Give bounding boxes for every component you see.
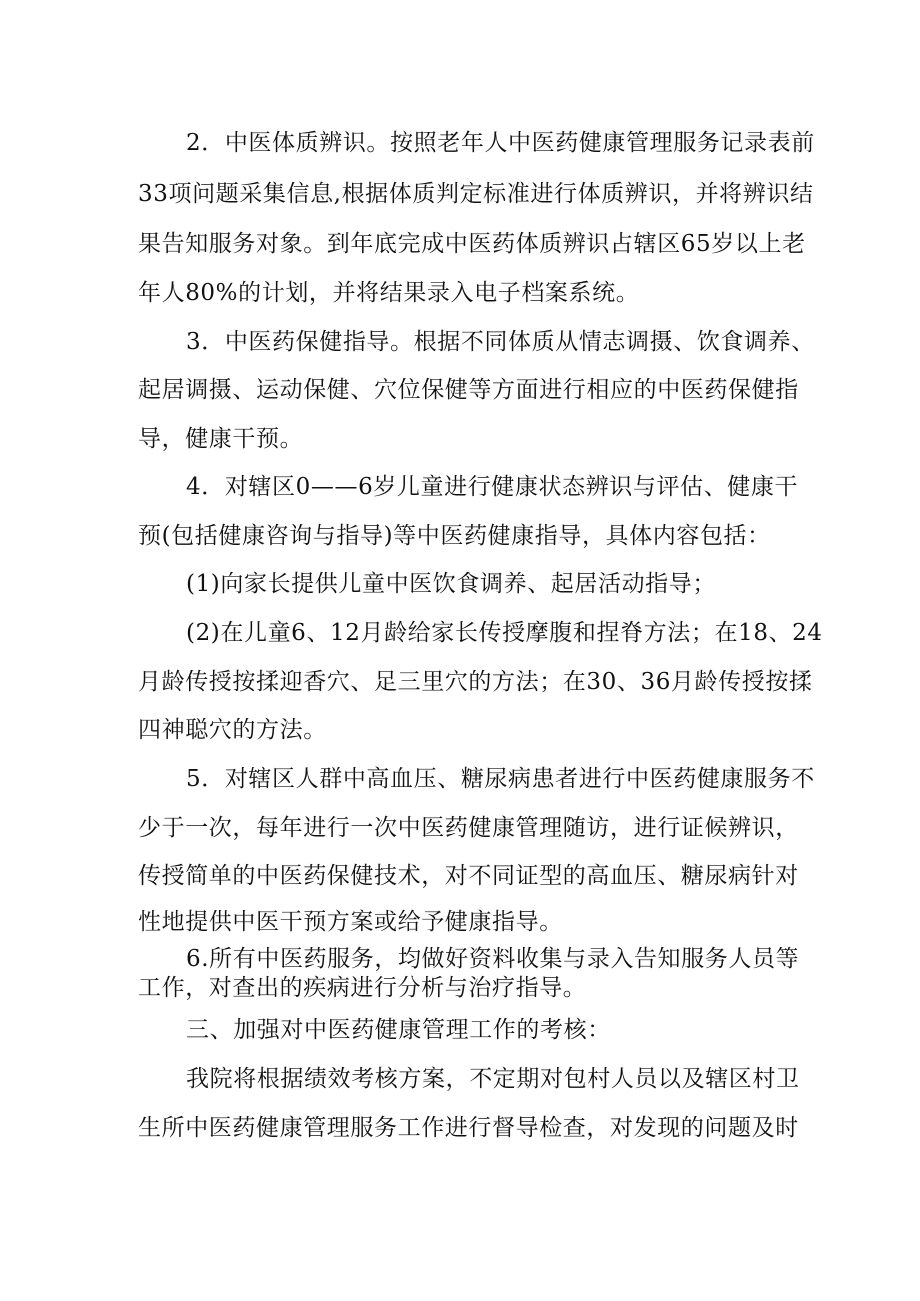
paragraph-line: 生所中医药健康管理服务工作进行督导检查，对发现的问题及时: [138, 1115, 799, 1141]
paragraph-line: 33项问题采集信息,根据体质判定标准进行体质辨识，并将辨识结: [138, 181, 814, 207]
paragraph-line: 年人80%的计划，并将结果录入电子档案系统。: [138, 280, 640, 306]
paragraph-line: 起居调摄、运动保健、穴位保健等方面进行相应的中医药保健指: [138, 377, 799, 403]
paragraph-line: 我院将根据绩效考核方案，不定期对包村人员以及辖区村卫: [186, 1066, 800, 1092]
paragraph-line: 少于一次，每年进行一次中医药健康管理随访，进行证候辨识，: [138, 815, 799, 841]
paragraph-line: 6.所有中医药服务，均做好资料收集与录入告知服务人员等: [186, 946, 800, 972]
paragraph-line: 传授简单的中医药保健技术，对不同证型的高血压、糖尿病针对: [138, 863, 799, 889]
paragraph-line: 果告知服务对象。到年底完成中医药体质辨识占辖区65岁以上老: [138, 231, 806, 257]
paragraph-line: (2)在儿童6、12月龄给家长传授摩腹和捏脊方法；在18、24: [186, 620, 823, 646]
paragraph-line: 3．中医药保健指导。根据不同体质从情志调摄、饮食调养、: [186, 329, 815, 355]
paragraph-line: 预(包括健康咨询与指导)等中医药健康指导，具体内容包括：: [138, 523, 771, 549]
heading-line: 三、加强对中医药健康管理工作的考核：: [186, 1017, 611, 1043]
paragraph-line: 4．对辖区0——6岁儿童进行健康状态辨识与评估、健康干: [186, 474, 799, 500]
paragraph-line: 工作，对查出的疾病进行分析与治疗指导。: [138, 975, 587, 1001]
paragraph-line: 5．对辖区人群中高血压、糖尿病患者进行中医药健康服务不: [186, 766, 815, 792]
paragraph-line: 性地提供中医干预方案或给予健康指导。: [138, 909, 563, 935]
paragraph-line: 2．中医体质辨识。按照老年人中医药健康管理服务记录表前: [186, 130, 815, 156]
paragraph-line: 月龄传授按揉迎香穴、足三里穴的方法；在30、36月龄传授按揉: [138, 669, 813, 695]
paragraph-line: 四神聪穴的方法。: [138, 717, 327, 743]
paragraph-line: (1)向家长提供儿童中医饮食调养、起居活动指导；: [186, 571, 716, 597]
paragraph-line: 导，健康干预。: [138, 426, 304, 452]
